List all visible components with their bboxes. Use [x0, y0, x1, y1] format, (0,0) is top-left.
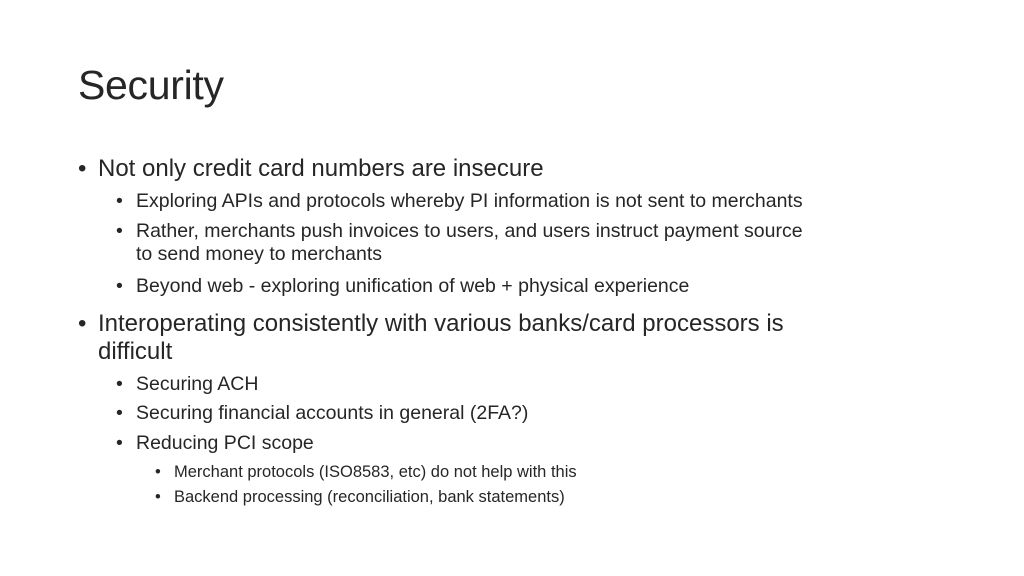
bullet-text: Beyond web - exploring unification of web + physical experience: [136, 275, 690, 297]
sub-sub-bullet-item: [155, 487, 565, 507]
sub-bullet-item: [116, 373, 258, 396]
bullet-dot: •: [155, 488, 161, 506]
bullet-text-continuation: difficult: [98, 338, 173, 365]
bullet-text: Securing financial accounts in general (2FA?): [136, 402, 529, 424]
bullet-text: Rather, merchants push invoices to users, and users instruct payment source: [136, 220, 803, 242]
bullet-dot: •: [116, 190, 123, 212]
bullet-dot: •: [78, 310, 87, 337]
bullet-dot: •: [116, 220, 123, 242]
bullet-dot: •: [116, 275, 123, 297]
bullet-item: [78, 155, 544, 183]
bullet-dot: •: [116, 402, 123, 424]
sub-sub-bullet-item: [155, 462, 577, 482]
sub-bullet-item: [116, 220, 803, 266]
bullet-dot: •: [78, 155, 87, 182]
bullet-text-continuation: to send money to merchants: [136, 243, 383, 265]
bullet-text: Merchant protocols (ISO8583, etc) do not help with this: [174, 463, 577, 481]
slide-title: Security: [78, 62, 224, 108]
bullet-dot: •: [155, 463, 161, 481]
bullet-text: Backend processing (reconciliation, bank statements): [174, 488, 565, 506]
bullet-dot: •: [116, 432, 123, 454]
bullet-text: Securing ACH: [136, 373, 259, 395]
bullet-text: Interoperating consistently with various banks/card processors is: [98, 310, 784, 337]
sub-bullet-item: [116, 432, 314, 455]
sub-bullet-item: [116, 402, 528, 425]
bullet-item: [78, 310, 784, 366]
bullet-text: Not only credit card numbers are insecure: [98, 155, 544, 182]
bullet-dot: •: [116, 373, 123, 395]
bullet-text: Exploring APIs and protocols whereby PI information is not sent to merchants: [136, 190, 803, 212]
bullet-text: Reducing PCI scope: [136, 432, 314, 454]
sub-bullet-item: [116, 275, 689, 298]
sub-bullet-item: [116, 190, 803, 213]
